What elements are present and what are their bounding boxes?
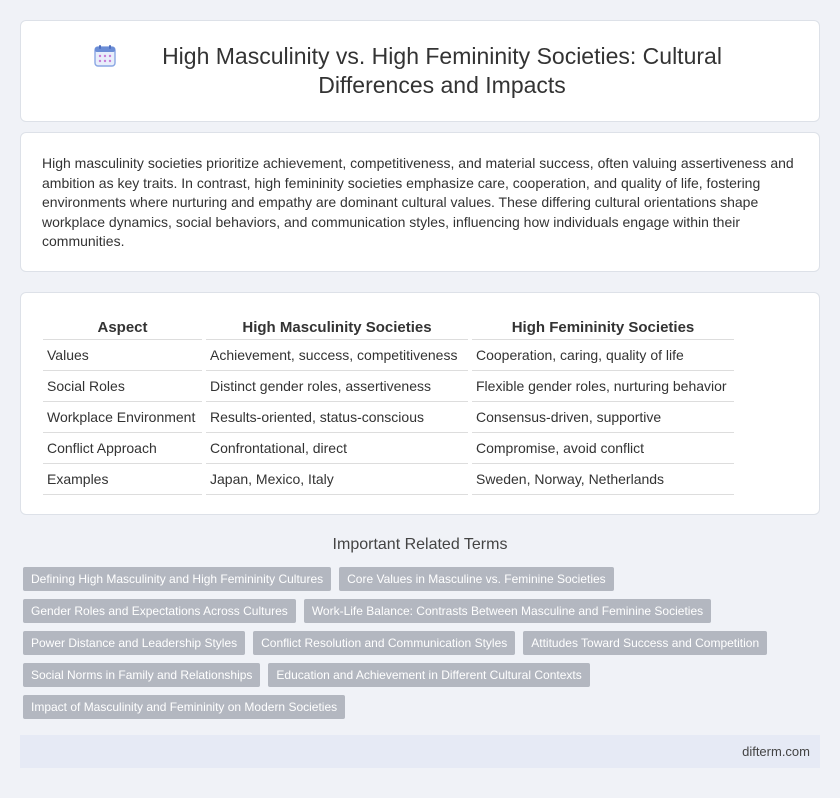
comparison-table (39, 315, 738, 495)
cell-femininity: Cooperation, caring, quality of life (472, 340, 734, 371)
table-row (43, 433, 734, 464)
related-terms-heading: Important Related Terms (332, 536, 508, 553)
table-row (43, 371, 734, 402)
table-header-row (43, 315, 734, 340)
related-term-tag[interactable]: Defining High Masculinity and High Femininity Cultures (23, 567, 331, 591)
related-term-tag[interactable]: Gender Roles and Expectations Across Cultures (23, 599, 296, 623)
header-aspect: Aspect (43, 315, 202, 340)
page-title: High Masculinity vs. High Femininity Societies: Cultural Differences and Impacts (162, 43, 722, 98)
related-term-tag[interactable]: Conflict Resolution and Communication Styles (253, 631, 515, 655)
table-row (43, 402, 734, 433)
table-row (43, 464, 734, 495)
calendar-icon (93, 44, 117, 68)
intro-paragraph: High masculinity societies prioritize achievement, competitiveness, and material success, often valuing assertiveness and ambition as key traits. In contrast, high femininity societies emphasize care, cooperation, and quality of life, fostering environments where nurturing and empathy are dominant cultural values. These differing cultural orientations shape workplace dynamics, social behaviors, and communication styles, influencing how individuals engage within their communities. (42, 155, 794, 250)
related-term-tag[interactable]: Work-Life Balance: Contrasts Between Masculine and Feminine Societies (304, 599, 711, 623)
related-term-tag[interactable]: Impact of Masculinity and Femininity on Modern Societies (23, 695, 345, 719)
cell-masculinity: Distinct gender roles, assertiveness (206, 371, 468, 402)
cell-masculinity: Confrontational, direct (206, 433, 468, 464)
comparison-table-card (20, 292, 820, 515)
intro-card (20, 132, 820, 272)
cell-femininity: Compromise, avoid conflict (472, 433, 734, 464)
header-high-masculinity: High Masculinity Societies (206, 315, 468, 340)
cell-masculinity: Results-oriented, status-conscious (206, 402, 468, 433)
related-term-tag[interactable]: Attitudes Toward Success and Competition (523, 631, 767, 655)
related-term-tag[interactable]: Social Norms in Family and Relationships (23, 663, 260, 687)
header-high-femininity: High Femininity Societies (472, 315, 734, 340)
related-term-tag[interactable]: Power Distance and Leadership Styles (23, 631, 245, 655)
cell-aspect: Values (43, 340, 202, 371)
related-term-tag[interactable]: Core Values in Masculine vs. Feminine Societies (339, 567, 614, 591)
table-row (43, 340, 734, 371)
cell-femininity: Consensus-driven, supportive (472, 402, 734, 433)
cell-aspect: Examples (43, 464, 202, 495)
cell-masculinity: Achievement, success, competitiveness (206, 340, 468, 371)
cell-aspect: Conflict Approach (43, 433, 202, 464)
related-terms-list (23, 567, 813, 727)
cell-femininity: Flexible gender roles, nurturing behavior (472, 371, 734, 402)
title-card (20, 20, 820, 122)
footer (20, 735, 820, 768)
cell-femininity: Sweden, Norway, Netherlands (472, 464, 734, 495)
cell-aspect: Workplace Environment (43, 402, 202, 433)
related-term-tag[interactable]: Education and Achievement in Different Cultural Contexts (268, 663, 589, 687)
cell-masculinity: Japan, Mexico, Italy (206, 464, 468, 495)
footer-site-link[interactable]: difterm.com (742, 744, 810, 759)
cell-aspect: Social Roles (43, 371, 202, 402)
